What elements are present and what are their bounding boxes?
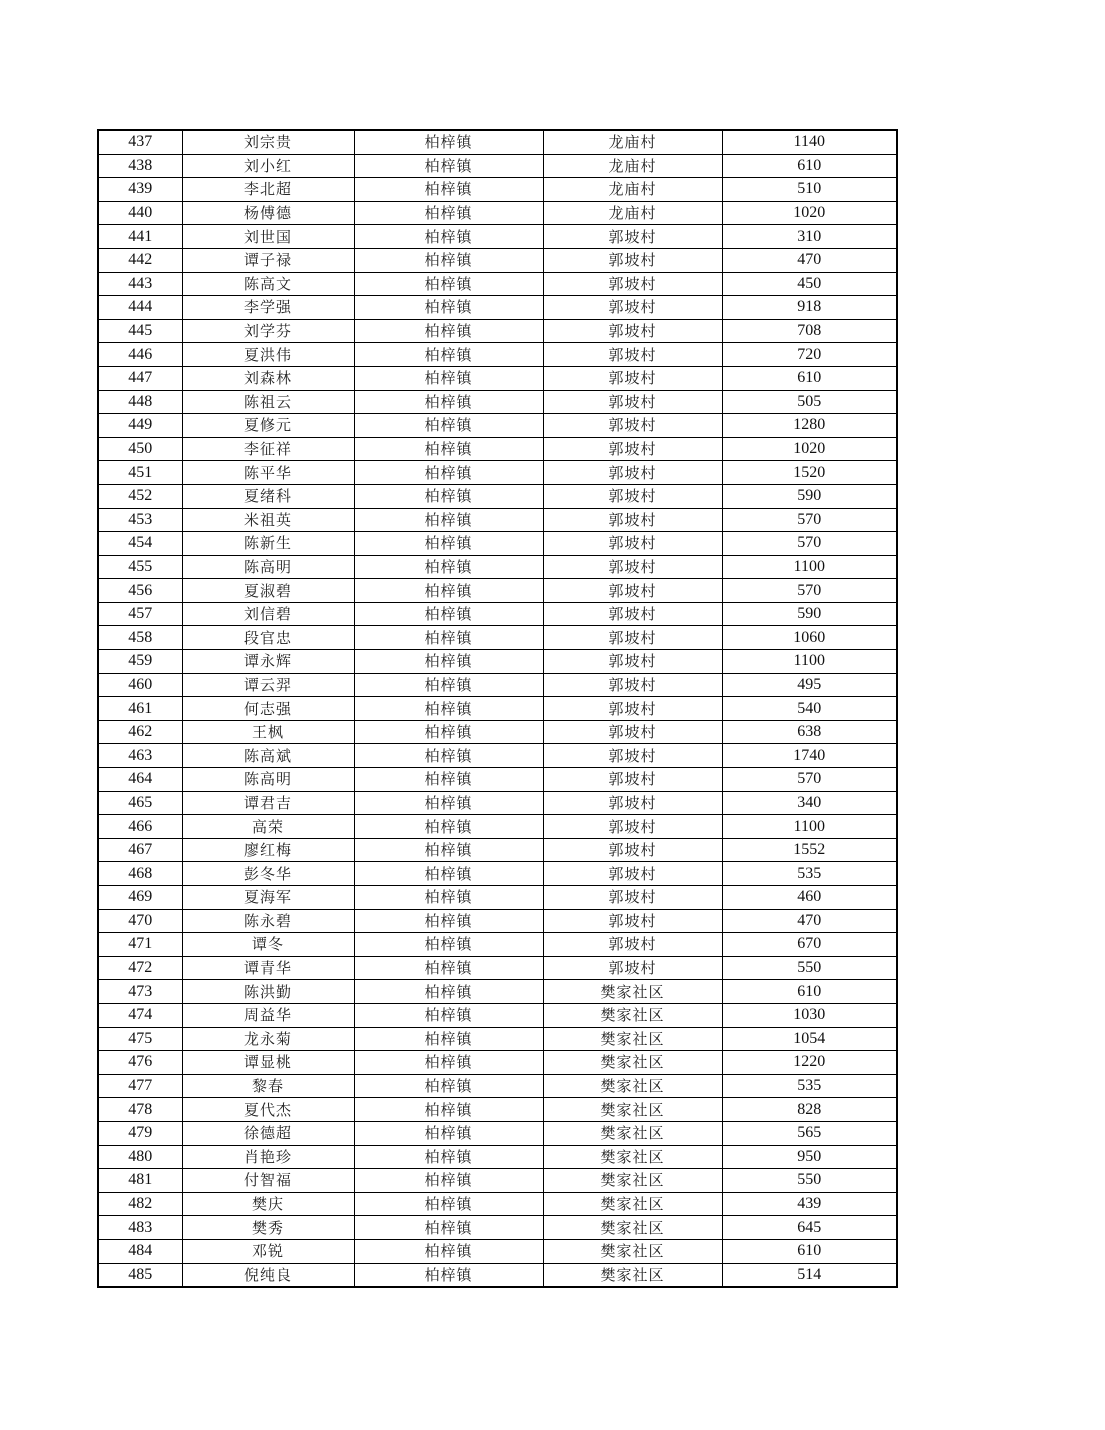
row-number-cell: 445	[98, 319, 182, 343]
village-cell: 郭坡村	[543, 862, 722, 886]
amount-cell: 1520	[722, 461, 897, 485]
village-cell: 郭坡村	[543, 296, 722, 320]
table-row	[98, 1003, 897, 1027]
amount-cell: 570	[722, 508, 897, 532]
table-row	[98, 272, 897, 296]
village-cell: 郭坡村	[543, 225, 722, 249]
table-row	[98, 130, 897, 154]
table-body	[98, 130, 897, 1287]
amount-cell: 1030	[722, 1003, 897, 1027]
row-number-cell: 483	[98, 1216, 182, 1240]
name-cell: 谭云羿	[182, 673, 354, 697]
row-number-cell: 467	[98, 838, 182, 862]
table-row	[98, 484, 897, 508]
name-cell: 谭君吉	[182, 791, 354, 815]
village-cell: 龙庙村	[543, 154, 722, 178]
town-cell: 柏梓镇	[354, 933, 543, 957]
name-cell: 段官忠	[182, 626, 354, 650]
table-row	[98, 1145, 897, 1169]
row-number-cell: 459	[98, 650, 182, 674]
row-number-cell: 457	[98, 602, 182, 626]
town-cell: 柏梓镇	[354, 437, 543, 461]
town-cell: 柏梓镇	[354, 650, 543, 674]
name-cell: 彭冬华	[182, 862, 354, 886]
name-cell: 夏淑碧	[182, 579, 354, 603]
town-cell: 柏梓镇	[354, 532, 543, 556]
row-number-cell: 478	[98, 1098, 182, 1122]
amount-cell: 590	[722, 602, 897, 626]
table-row	[98, 390, 897, 414]
row-number-cell: 462	[98, 720, 182, 744]
row-number-cell: 463	[98, 744, 182, 768]
name-cell: 龙永菊	[182, 1027, 354, 1051]
town-cell: 柏梓镇	[354, 980, 543, 1004]
row-number-cell: 480	[98, 1145, 182, 1169]
town-cell: 柏梓镇	[354, 1169, 543, 1193]
table-row	[98, 1192, 897, 1216]
table-row	[98, 1027, 897, 1051]
amount-cell: 1020	[722, 437, 897, 461]
table-row	[98, 720, 897, 744]
table-row	[98, 248, 897, 272]
amount-cell: 1060	[722, 626, 897, 650]
table-row	[98, 909, 897, 933]
village-cell: 樊家社区	[543, 1074, 722, 1098]
town-cell: 柏梓镇	[354, 390, 543, 414]
name-cell: 夏代杰	[182, 1098, 354, 1122]
amount-cell: 828	[722, 1098, 897, 1122]
name-cell: 何志强	[182, 697, 354, 721]
amount-cell: 610	[722, 1239, 897, 1263]
village-cell: 樊家社区	[543, 1098, 722, 1122]
town-cell: 柏梓镇	[354, 768, 543, 792]
town-cell: 柏梓镇	[354, 838, 543, 862]
table-row	[98, 838, 897, 862]
town-cell: 柏梓镇	[354, 366, 543, 390]
name-cell: 刘小红	[182, 154, 354, 178]
name-cell: 倪纯良	[182, 1263, 354, 1287]
row-number-cell: 443	[98, 272, 182, 296]
town-cell: 柏梓镇	[354, 1121, 543, 1145]
town-cell: 柏梓镇	[354, 1051, 543, 1075]
data-table	[97, 129, 898, 1288]
table-row	[98, 414, 897, 438]
row-number-cell: 465	[98, 791, 182, 815]
name-cell: 刘学芬	[182, 319, 354, 343]
village-cell: 郭坡村	[543, 343, 722, 367]
amount-cell: 450	[722, 272, 897, 296]
town-cell: 柏梓镇	[354, 484, 543, 508]
table-row	[98, 1239, 897, 1263]
town-cell: 柏梓镇	[354, 1027, 543, 1051]
amount-cell: 565	[722, 1121, 897, 1145]
row-number-cell: 441	[98, 225, 182, 249]
row-number-cell: 481	[98, 1169, 182, 1193]
village-cell: 郭坡村	[543, 532, 722, 556]
town-cell: 柏梓镇	[354, 201, 543, 225]
amount-cell: 439	[722, 1192, 897, 1216]
amount-cell: 1140	[722, 130, 897, 154]
town-cell: 柏梓镇	[354, 414, 543, 438]
name-cell: 夏绪科	[182, 484, 354, 508]
name-cell: 樊庆	[182, 1192, 354, 1216]
amount-cell: 708	[722, 319, 897, 343]
row-number-cell: 485	[98, 1263, 182, 1287]
table-row	[98, 1074, 897, 1098]
town-cell: 柏梓镇	[354, 791, 543, 815]
amount-cell: 1280	[722, 414, 897, 438]
town-cell: 柏梓镇	[354, 886, 543, 910]
amount-cell: 310	[722, 225, 897, 249]
name-cell: 李北超	[182, 178, 354, 202]
village-cell: 郭坡村	[543, 461, 722, 485]
name-cell: 夏海军	[182, 886, 354, 910]
amount-cell: 610	[722, 366, 897, 390]
amount-cell: 645	[722, 1216, 897, 1240]
table-row	[98, 1121, 897, 1145]
table-row	[98, 508, 897, 532]
amount-cell: 340	[722, 791, 897, 815]
town-cell: 柏梓镇	[354, 579, 543, 603]
name-cell: 刘世国	[182, 225, 354, 249]
name-cell: 刘信碧	[182, 602, 354, 626]
row-number-cell: 456	[98, 579, 182, 603]
name-cell: 刘森林	[182, 366, 354, 390]
town-cell: 柏梓镇	[354, 272, 543, 296]
name-cell: 陈高文	[182, 272, 354, 296]
amount-cell: 550	[722, 1169, 897, 1193]
table-row	[98, 862, 897, 886]
village-cell: 樊家社区	[543, 1192, 722, 1216]
village-cell: 郭坡村	[543, 602, 722, 626]
town-cell: 柏梓镇	[354, 862, 543, 886]
amount-cell: 514	[722, 1263, 897, 1287]
row-number-cell: 458	[98, 626, 182, 650]
town-cell: 柏梓镇	[354, 744, 543, 768]
town-cell: 柏梓镇	[354, 626, 543, 650]
amount-cell: 720	[722, 343, 897, 367]
village-cell: 樊家社区	[543, 1121, 722, 1145]
row-number-cell: 451	[98, 461, 182, 485]
village-cell: 郭坡村	[543, 697, 722, 721]
amount-cell: 918	[722, 296, 897, 320]
village-cell: 郭坡村	[543, 650, 722, 674]
table-row	[98, 1098, 897, 1122]
village-cell: 樊家社区	[543, 1027, 722, 1051]
table-row	[98, 343, 897, 367]
name-cell: 廖红梅	[182, 838, 354, 862]
town-cell: 柏梓镇	[354, 1192, 543, 1216]
table-row	[98, 602, 897, 626]
table-row	[98, 437, 897, 461]
table-row	[98, 201, 897, 225]
town-cell: 柏梓镇	[354, 815, 543, 839]
village-cell: 郭坡村	[543, 437, 722, 461]
table-row	[98, 319, 897, 343]
amount-cell: 535	[722, 1074, 897, 1098]
town-cell: 柏梓镇	[354, 602, 543, 626]
row-number-cell: 468	[98, 862, 182, 886]
amount-cell: 570	[722, 768, 897, 792]
row-number-cell: 440	[98, 201, 182, 225]
town-cell: 柏梓镇	[354, 248, 543, 272]
row-number-cell: 466	[98, 815, 182, 839]
town-cell: 柏梓镇	[354, 461, 543, 485]
village-cell: 郭坡村	[543, 626, 722, 650]
village-cell: 郭坡村	[543, 768, 722, 792]
village-cell: 龙庙村	[543, 178, 722, 202]
town-cell: 柏梓镇	[354, 154, 543, 178]
name-cell: 夏洪伟	[182, 343, 354, 367]
row-number-cell: 470	[98, 909, 182, 933]
village-cell: 郭坡村	[543, 555, 722, 579]
table-row	[98, 1051, 897, 1075]
name-cell: 陈新生	[182, 532, 354, 556]
name-cell: 杨傅德	[182, 201, 354, 225]
village-cell: 樊家社区	[543, 1216, 722, 1240]
table-row	[98, 768, 897, 792]
town-cell: 柏梓镇	[354, 909, 543, 933]
row-number-cell: 471	[98, 933, 182, 957]
table-row	[98, 225, 897, 249]
village-cell: 樊家社区	[543, 1263, 722, 1287]
town-cell: 柏梓镇	[354, 178, 543, 202]
table-row	[98, 366, 897, 390]
name-cell: 谭永辉	[182, 650, 354, 674]
town-cell: 柏梓镇	[354, 673, 543, 697]
table-row	[98, 697, 897, 721]
name-cell: 陈洪勤	[182, 980, 354, 1004]
row-number-cell: 455	[98, 555, 182, 579]
name-cell: 樊秀	[182, 1216, 354, 1240]
name-cell: 谭子禄	[182, 248, 354, 272]
village-cell: 郭坡村	[543, 366, 722, 390]
amount-cell: 1100	[722, 650, 897, 674]
town-cell: 柏梓镇	[354, 225, 543, 249]
village-cell: 郭坡村	[543, 508, 722, 532]
village-cell: 郭坡村	[543, 390, 722, 414]
village-cell: 樊家社区	[543, 1239, 722, 1263]
amount-cell: 1020	[722, 201, 897, 225]
table-row	[98, 555, 897, 579]
row-number-cell: 461	[98, 697, 182, 721]
village-cell: 樊家社区	[543, 1051, 722, 1075]
amount-cell: 570	[722, 579, 897, 603]
village-cell: 郭坡村	[543, 484, 722, 508]
table-row	[98, 178, 897, 202]
amount-cell: 1100	[722, 555, 897, 579]
town-cell: 柏梓镇	[354, 1263, 543, 1287]
village-cell: 郭坡村	[543, 673, 722, 697]
row-number-cell: 437	[98, 130, 182, 154]
village-cell: 郭坡村	[543, 909, 722, 933]
village-cell: 郭坡村	[543, 744, 722, 768]
town-cell: 柏梓镇	[354, 296, 543, 320]
row-number-cell: 484	[98, 1239, 182, 1263]
town-cell: 柏梓镇	[354, 1098, 543, 1122]
row-number-cell: 453	[98, 508, 182, 532]
town-cell: 柏梓镇	[354, 130, 543, 154]
row-number-cell: 473	[98, 980, 182, 1004]
amount-cell: 1054	[722, 1027, 897, 1051]
village-cell: 郭坡村	[543, 933, 722, 957]
amount-cell: 1100	[722, 815, 897, 839]
town-cell: 柏梓镇	[354, 956, 543, 980]
amount-cell: 610	[722, 980, 897, 1004]
table-row	[98, 1169, 897, 1193]
table-row	[98, 296, 897, 320]
name-cell: 李征祥	[182, 437, 354, 461]
row-number-cell: 477	[98, 1074, 182, 1098]
table-row	[98, 791, 897, 815]
amount-cell: 670	[722, 933, 897, 957]
village-cell: 郭坡村	[543, 579, 722, 603]
town-cell: 柏梓镇	[354, 343, 543, 367]
amount-cell: 510	[722, 178, 897, 202]
village-cell: 樊家社区	[543, 1169, 722, 1193]
name-cell: 周益华	[182, 1003, 354, 1027]
row-number-cell: 460	[98, 673, 182, 697]
town-cell: 柏梓镇	[354, 319, 543, 343]
name-cell: 徐德超	[182, 1121, 354, 1145]
village-cell: 樊家社区	[543, 980, 722, 1004]
name-cell: 陈平华	[182, 461, 354, 485]
amount-cell: 610	[722, 154, 897, 178]
town-cell: 柏梓镇	[354, 1003, 543, 1027]
table-row	[98, 673, 897, 697]
row-number-cell: 449	[98, 414, 182, 438]
table-row	[98, 815, 897, 839]
amount-cell: 1220	[722, 1051, 897, 1075]
name-cell: 陈高明	[182, 768, 354, 792]
name-cell: 陈高明	[182, 555, 354, 579]
table-row	[98, 579, 897, 603]
amount-cell: 505	[722, 390, 897, 414]
row-number-cell: 448	[98, 390, 182, 414]
town-cell: 柏梓镇	[354, 508, 543, 532]
village-cell: 郭坡村	[543, 838, 722, 862]
amount-cell: 495	[722, 673, 897, 697]
town-cell: 柏梓镇	[354, 555, 543, 579]
village-cell: 郭坡村	[543, 414, 722, 438]
town-cell: 柏梓镇	[354, 1145, 543, 1169]
name-cell: 陈高斌	[182, 744, 354, 768]
name-cell: 王枫	[182, 720, 354, 744]
amount-cell: 638	[722, 720, 897, 744]
row-number-cell: 479	[98, 1121, 182, 1145]
town-cell: 柏梓镇	[354, 697, 543, 721]
table-row	[98, 980, 897, 1004]
name-cell: 谭冬	[182, 933, 354, 957]
row-number-cell: 469	[98, 886, 182, 910]
row-number-cell: 446	[98, 343, 182, 367]
village-cell: 郭坡村	[543, 319, 722, 343]
amount-cell: 950	[722, 1145, 897, 1169]
row-number-cell: 452	[98, 484, 182, 508]
amount-cell: 460	[722, 886, 897, 910]
table-row	[98, 626, 897, 650]
amount-cell: 470	[722, 248, 897, 272]
row-number-cell: 482	[98, 1192, 182, 1216]
village-cell: 龙庙村	[543, 201, 722, 225]
row-number-cell: 438	[98, 154, 182, 178]
name-cell: 邓锐	[182, 1239, 354, 1263]
name-cell: 李学强	[182, 296, 354, 320]
name-cell: 付智福	[182, 1169, 354, 1193]
village-cell: 郭坡村	[543, 886, 722, 910]
village-cell: 樊家社区	[543, 1003, 722, 1027]
village-cell: 龙庙村	[543, 130, 722, 154]
amount-cell: 540	[722, 697, 897, 721]
row-number-cell: 442	[98, 248, 182, 272]
village-cell: 郭坡村	[543, 815, 722, 839]
table-row	[98, 744, 897, 768]
name-cell: 高荣	[182, 815, 354, 839]
amount-cell: 1740	[722, 744, 897, 768]
row-number-cell: 439	[98, 178, 182, 202]
amount-cell: 550	[722, 956, 897, 980]
name-cell: 谭显桃	[182, 1051, 354, 1075]
village-cell: 郭坡村	[543, 791, 722, 815]
row-number-cell: 444	[98, 296, 182, 320]
table-row	[98, 461, 897, 485]
town-cell: 柏梓镇	[354, 720, 543, 744]
amount-cell: 1552	[722, 838, 897, 862]
town-cell: 柏梓镇	[354, 1074, 543, 1098]
name-cell: 黎春	[182, 1074, 354, 1098]
table-row	[98, 886, 897, 910]
amount-cell: 470	[722, 909, 897, 933]
name-cell: 肖艳珍	[182, 1145, 354, 1169]
village-cell: 郭坡村	[543, 720, 722, 744]
village-cell: 郭坡村	[543, 248, 722, 272]
row-number-cell: 447	[98, 366, 182, 390]
village-cell: 郭坡村	[543, 956, 722, 980]
name-cell: 陈祖云	[182, 390, 354, 414]
amount-cell: 535	[722, 862, 897, 886]
table-row	[98, 650, 897, 674]
name-cell: 夏修元	[182, 414, 354, 438]
row-number-cell: 464	[98, 768, 182, 792]
amount-cell: 570	[722, 532, 897, 556]
name-cell: 刘宗贵	[182, 130, 354, 154]
row-number-cell: 454	[98, 532, 182, 556]
table-row	[98, 956, 897, 980]
town-cell: 柏梓镇	[354, 1216, 543, 1240]
row-number-cell: 475	[98, 1027, 182, 1051]
name-cell: 米祖英	[182, 508, 354, 532]
row-number-cell: 472	[98, 956, 182, 980]
row-number-cell: 474	[98, 1003, 182, 1027]
village-cell: 郭坡村	[543, 272, 722, 296]
row-number-cell: 450	[98, 437, 182, 461]
table-row	[98, 933, 897, 957]
name-cell: 谭青华	[182, 956, 354, 980]
table-row	[98, 1263, 897, 1287]
table-row	[98, 1216, 897, 1240]
table-row	[98, 154, 897, 178]
village-cell: 樊家社区	[543, 1145, 722, 1169]
row-number-cell: 476	[98, 1051, 182, 1075]
town-cell: 柏梓镇	[354, 1239, 543, 1263]
table-row	[98, 532, 897, 556]
name-cell: 陈永碧	[182, 909, 354, 933]
amount-cell: 590	[722, 484, 897, 508]
